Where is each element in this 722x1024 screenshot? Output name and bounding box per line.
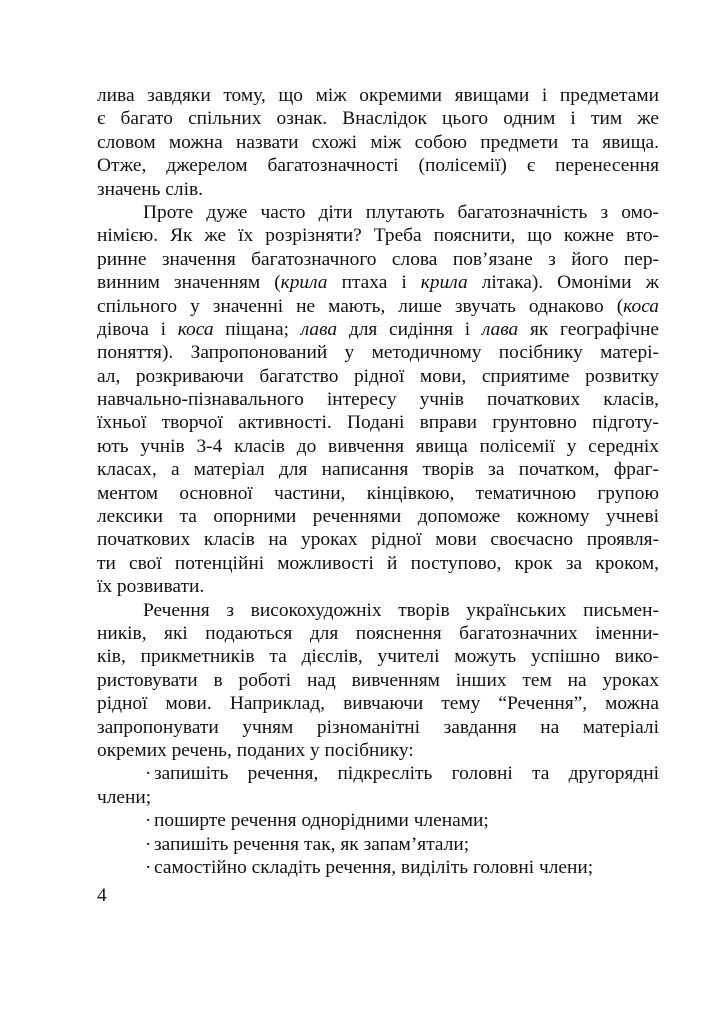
text-line: ристовувати в роботі над вивченням інших тем на уроках	[97, 669, 659, 691]
text-line: окремих речень, поданих у посібнику:	[97, 739, 414, 761]
text-line: ників, які подаються для пояснення багатозначних іменни-	[97, 622, 659, 644]
text-line: Речення з високохудожніх творів українських письмен-	[143, 599, 659, 621]
text-line: ринне значення багатозначного слова пов’язане з його пер-	[97, 248, 659, 270]
text-line: їхньої творчої активності. Подані вправи грунтовно підготу-	[97, 412, 659, 434]
italic-word: коса	[177, 318, 214, 340]
text-line: лива завдяки тому, що між окремими явищами і предметами	[97, 85, 659, 106]
text-line: їх розвивати.	[97, 576, 205, 598]
bullet-marker: ·	[145, 763, 152, 785]
list-item	[97, 856, 659, 879]
text-line: · запишіть речення, підкресліть головні та другорядні	[145, 763, 659, 785]
text-line: ків, прикметників та дієслів, учителі можуть успішно вико-	[97, 646, 659, 668]
text-line: рідної мови. Наприклад, вивчаючи тему “Речення”, можна	[97, 693, 659, 715]
text-line: поняття). Запропонований у методичному посібнику матері-	[97, 342, 659, 364]
text-line: ти свої потенційні можливості й поступово, крок за кроком,	[97, 552, 659, 574]
text-line: значень слів.	[97, 178, 203, 200]
paragraph	[97, 84, 659, 201]
text-line: словом можна назвати схожі між собою предмети та явища.	[97, 131, 659, 153]
italic-word: крила	[420, 272, 468, 294]
text-line: ють учнів 3-4 класів до вивчення явища полісемії у середніх	[97, 435, 659, 457]
text-line: · запишіть речення так, як запам’ятали;	[145, 833, 470, 855]
text-line: Отже, джерелом багатозначності (полісемії) є перенесення	[97, 155, 659, 177]
page-body	[97, 84, 659, 879]
list-item	[97, 809, 659, 832]
paragraph	[97, 201, 659, 599]
bullet-list	[97, 762, 659, 879]
list-item	[97, 762, 659, 809]
page-number: 4	[97, 885, 107, 906]
text-line: лексики та опорними реченнями допоможе кожному учневі	[97, 506, 659, 528]
list-item	[97, 833, 659, 856]
text-line: ментом основної частини, кінцівкою, тематичною групою	[97, 482, 659, 504]
text-line: спільного у значенні не мають, лише звучать однаково (коса	[97, 295, 659, 317]
text-line: класах, а матеріал для написання творів за початком, фраг-	[97, 459, 659, 481]
text-line: · самостійно складіть речення, виділіть головні члени;	[145, 856, 594, 878]
text-line: · поширте речення однорідними членами;	[145, 810, 489, 832]
text-line: є багато спільних ознак. Внаслідок цього одним і тим же	[97, 108, 659, 130]
bullet-marker: ·	[145, 810, 152, 832]
text-line: ал, розкриваючи багатство рідної мови, сприятиме розвитку	[97, 365, 659, 387]
text-line: члени;	[97, 786, 152, 808]
italic-word: коса	[623, 295, 659, 317]
italic-word: крила	[280, 272, 328, 294]
text-line: німією. Як же їх розрізняти? Треба пояснити, що кожне вто-	[97, 225, 659, 247]
text-line: винним значенням (крила птаха і крила літака). Омоніми ж	[97, 272, 659, 294]
text-line: запропонувати учням різноманітні завдання на матеріалі	[97, 716, 659, 738]
bullet-marker: ·	[145, 833, 152, 855]
italic-word: лава	[481, 318, 519, 340]
text-line: дівоча і коса піщана; лава для сидіння і лава як географічне	[97, 318, 659, 340]
bullet-marker: ·	[145, 856, 152, 878]
paragraph	[97, 599, 659, 763]
text-line: Проте дуже часто діти плутають багатозначність з омо-	[143, 201, 659, 223]
text-line: навчально-пізнавального інтересу учнів початкових класів,	[97, 389, 659, 411]
text-line: початкових класів на уроках рідної мови своєчасно проявля-	[97, 529, 659, 551]
italic-word: лава	[300, 318, 338, 340]
